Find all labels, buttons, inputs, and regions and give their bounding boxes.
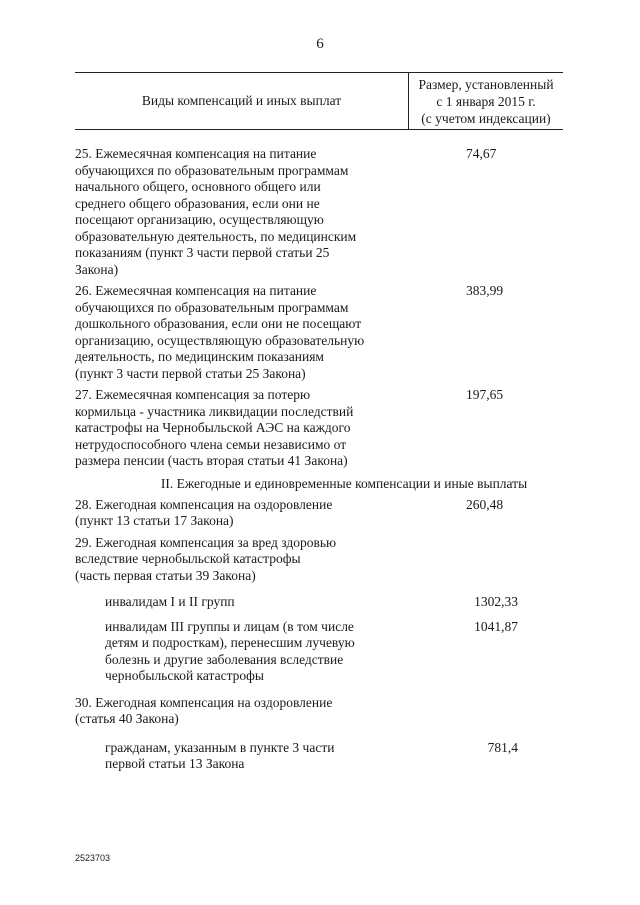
table-row [75, 619, 563, 685]
description-line: 26. Ежемесячная компенсация на питание [75, 283, 317, 298]
description-line: болезнь и другие заболевания вследствие [105, 651, 344, 667]
row-description [75, 387, 408, 470]
compensation-table [75, 72, 563, 773]
description-line: инвалидам I и II групп [105, 594, 235, 609]
description-line: катастрофы на Чернобыльской АЭС на каждого [75, 420, 351, 435]
description-line: обучающихся по образовательным программам [75, 162, 349, 178]
row-description [75, 594, 408, 611]
row-amount [408, 695, 563, 728]
description-line: Закона) [75, 261, 119, 277]
row-description [75, 146, 408, 278]
row-amount: 260,48 [466, 496, 504, 512]
table-header [75, 72, 563, 130]
table-row [75, 497, 563, 530]
description-line: (статья 40 Закона) [75, 711, 179, 726]
description-line: начального общего, основного общего или [75, 179, 321, 194]
description-line: 30. Ежегодная компенсация на оздоровление [75, 694, 333, 710]
description-line: вследствие чернобыльской катастрофы [75, 551, 301, 566]
description-line: 28. Ежегодная компенсация на оздоровление [75, 496, 333, 512]
section-title: II. Ежегодные и единовременные компенсации и иные выплаты [160, 475, 528, 491]
row-description [75, 695, 408, 728]
row-amount: 1302,33 [474, 594, 518, 609]
table-row [75, 387, 563, 470]
header-amount-line: (с учетом индексации) [421, 111, 551, 126]
description-line: обучающихся по образовательным программам [75, 299, 349, 315]
row-amount: 781,4 [487, 739, 518, 755]
row-amount: 1041,87 [474, 618, 518, 634]
description-line: кормильца - участника ликвидации последствий [75, 403, 354, 419]
table-row [75, 283, 563, 382]
description-line: (пункт 3 части первой статьи 25 Закона) [75, 365, 306, 381]
description-line: (часть первая статьи 39 Закона) [75, 567, 256, 583]
header-amount [408, 73, 563, 129]
description-line: посещают организацию, осуществляющую [75, 212, 324, 227]
description-line: первой статьи 13 Закона [105, 756, 245, 771]
row-amount: 197,65 [466, 387, 504, 402]
description-line: чернобыльской катастрофы [105, 668, 264, 683]
row-description [75, 740, 408, 773]
description-line: размера пенсии (часть вторая статьи 41 Закона) [75, 453, 348, 468]
row-amount: 74,67 [466, 146, 497, 161]
description-line: среднего общего образования, если они не [75, 195, 320, 211]
table-row [75, 535, 563, 585]
header-compensation-types: Виды компенсаций и иных выплат [141, 93, 342, 108]
description-line: деятельность, по медицинским показаниям [75, 349, 324, 364]
row-description [75, 619, 408, 685]
table-row [75, 695, 563, 728]
document-id: 2523703 [75, 853, 111, 863]
row-amount: 383,99 [466, 283, 504, 298]
header-amount-line: Размер, установленный [418, 77, 554, 92]
description-line: организацию, осуществляющую образовательную [75, 332, 365, 348]
description-line: дошкольного образования, если они не посещают [75, 316, 362, 331]
table-row [75, 594, 563, 611]
row-description [75, 535, 408, 585]
header-amount-line: с 1 января 2015 г. [436, 94, 536, 109]
description-line: показаниям (пункт 3 части первой статьи 25 [75, 245, 330, 260]
description-line: инвалидам III группы и лицам (в том числе [105, 618, 354, 634]
description-line: образовательную деятельность, по медицинским [75, 228, 357, 244]
description-line: 29. Ежегодная компенсация за вред здоровью [75, 534, 337, 550]
page-number: 6 [316, 36, 324, 52]
table-row [75, 146, 563, 278]
description-line: гражданам, указанным в пункте 3 части [105, 739, 335, 755]
row-description [75, 497, 408, 530]
table-row [75, 740, 563, 773]
row-amount [408, 535, 563, 585]
description-line: (пункт 13 статьи 17 Закона) [75, 513, 234, 528]
description-line: 25. Ежемесячная компенсация на питание [75, 146, 317, 161]
description-line: нетрудоспособного члена семьи независимо от [75, 436, 347, 452]
row-description [75, 283, 408, 382]
description-line: детям и подросткам), перенесшим лучевую [105, 635, 355, 650]
description-line: 27. Ежемесячная компенсация за потерю [75, 387, 311, 402]
